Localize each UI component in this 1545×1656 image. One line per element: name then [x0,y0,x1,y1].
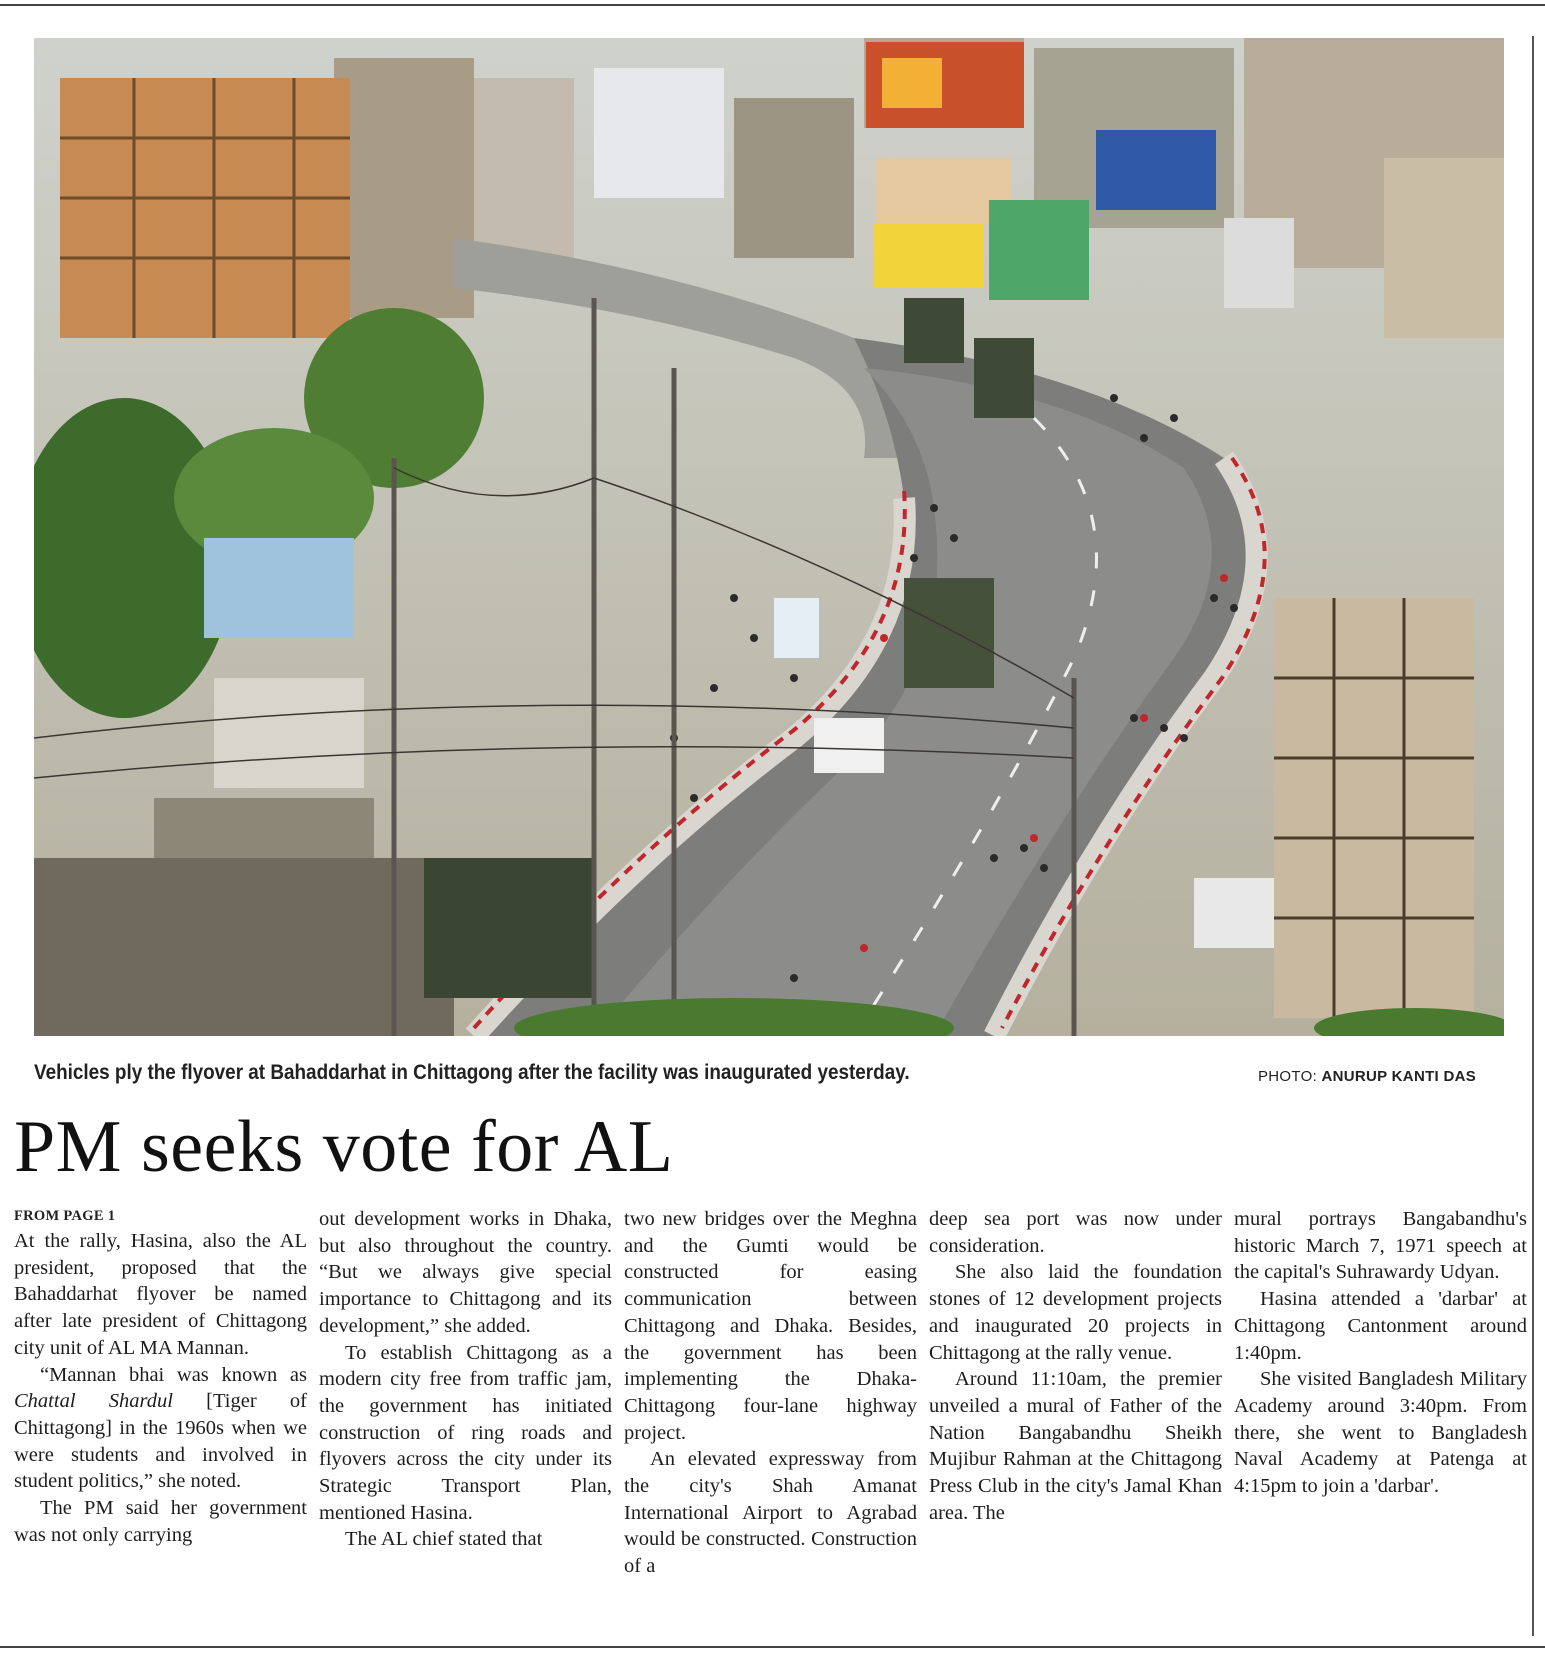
paragraph: out development works in Dhaka, but also throughout the country. “But we always give special importance to Chittagong and its development,” she added. [319,1208,612,1337]
article-headline: PM seeks vote for AL [14,1106,674,1188]
photo-credit [1258,1068,1476,1085]
paragraph: deep sea port was now under consideration. [929,1208,1222,1257]
article-body [14,1206,1529,1636]
paragraph: The PM said her government was not only carrying [14,1497,307,1546]
flyover-photo-illustration [34,38,1504,1036]
quote-paragraph [14,1362,307,1496]
paragraph: mural portrays Bangabandhu's historic March 7, 1971 speech at the capital's Suhrawardy Udyan. [1234,1208,1527,1284]
quote-text-start: “Mannan bhai was known as [40,1363,307,1386]
paragraph: The AL chief stated that [345,1528,543,1551]
article-column-3 [624,1206,917,1636]
quote-text-end: [Tiger of Chittagong] in the 1960s when we were students and involved in student politics,” she noted. [14,1390,307,1493]
news-photo [34,38,1504,1036]
paragraph: two new bridges over the Meghna and the Gumti would be constructed for easing communication between Chittagong and Dhaka. Besides, the government has been implementing the Dhaka-Chittagong four-lane highway project. [624,1208,917,1444]
article-column-2 [319,1206,612,1636]
right-column-rule [1532,36,1534,1636]
paragraph: An elevated expressway from the city's Shah Amanat International Airport to Agrabad would be constructed. Construction of a [624,1448,917,1578]
article-column-1 [14,1206,307,1636]
photo-caption: Vehicles ply the flyover at Bahaddarhat in Chittagong after the facility was inaugurated yesterday. [34,1061,910,1084]
from-page-label: FROM PAGE 1 [14,1208,116,1224]
top-rule [0,4,1545,6]
paragraph: At the rally, Hasina, also the AL president, proposed that the Bahaddarhat flyover be named after late president of Chittagong city unit of AL MA Mannan. [14,1230,307,1359]
paragraph: She also laid the foundation stones of 12 development projects and inaugurated 20 projects in Chittagong at the rally venue. [929,1261,1222,1364]
article-column-5 [1234,1206,1527,1636]
paragraph: Around 11:10am, the premier unveiled a mural of Father of the Nation Bangabandhu Sheikh Mujibur Rahman at the Chittagong Press Club in the city's Jamal Khan area. The [929,1368,1222,1524]
photo-credit-name: ANURUP KANTI DAS [1321,1068,1477,1085]
article-column-4 [929,1206,1222,1636]
paragraph: Hasina attended a 'darbar' at Chittagong Cantonment around 1:40pm. [1234,1288,1527,1364]
quote-italic-term: Chattal Shardul [14,1390,173,1413]
photo-credit-prefix: PHOTO: [1258,1068,1318,1085]
paragraph: To establish Chittagong as a modern city free from traffic jam, the government has initiated construction of ring roads and flyovers across the city under its Strategic Transport Plan, mentioned Hasina. [319,1341,612,1524]
bottom-rule [0,1646,1545,1648]
paragraph: She visited Bangladesh Military Academy around 3:40pm. From there, she went to Bangladesh Naval Academy at Patenga at 4:15pm to join a 'darbar'. [1234,1368,1527,1498]
